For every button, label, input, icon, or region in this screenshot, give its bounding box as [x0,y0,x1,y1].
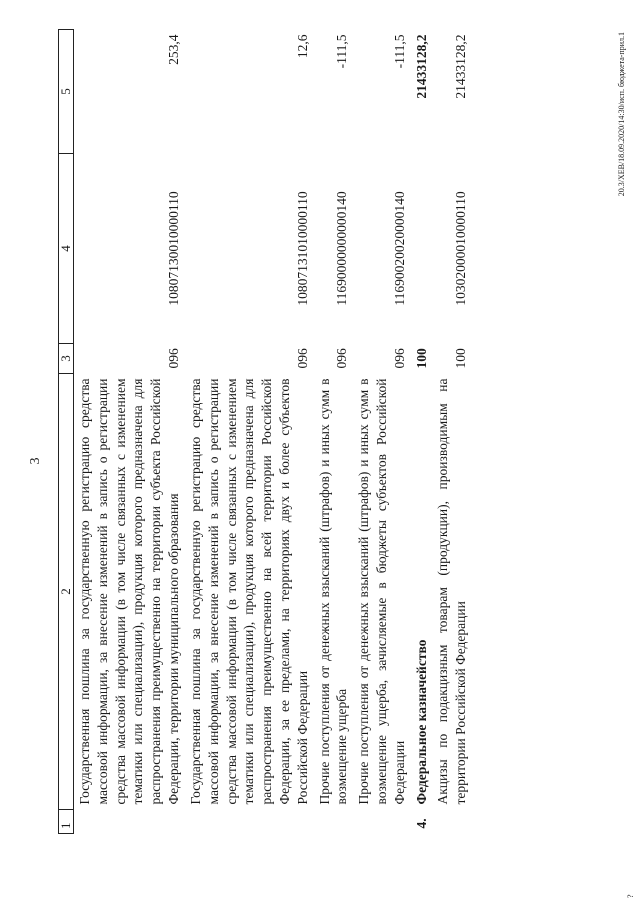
row-number [353,810,410,834]
table-row [353,30,410,834]
row-kbk: 10807131010000110 [294,191,310,306]
row-kbk: 11690020020000140 [391,191,407,306]
row-code: 096 [166,348,182,369]
row-name: Акцизы по подакцизным товарам (продукции), производимым на территории Российской Федерации [435,378,469,805]
column-header: 4 [59,154,74,344]
row-number [185,810,314,834]
row-name: Государственная пошлина за государственную регистрацию средства массовой информации, за внесение изменений в запись о регистрации средства массовой информации (в том числе связанных с изменением тематики или специализации), продукция которого предназначена для распространения преимущественно на всей территории Российской Федерации, за ее пределами, на территориях двух и более субъектов Российской Федерации [187,378,310,805]
row-name: Прочие поступления от денежных взысканий (штрафов) и иных сумм в возмещение ущерба, зачисляемые в бюджеты субъектов Российской Федерации [356,378,407,805]
row-name: Федеральное казначейство [413,639,429,805]
column-header: 3 [59,344,74,374]
row-sum: 21433128,2 [413,34,429,99]
row-number [432,810,472,834]
row-code: 100 [453,348,469,369]
footer-code: 20.3/ХЕВ/18.09.2020/14:30/исп. бюджета-прил.1 [617,32,626,197]
column-header: 1 [59,810,74,834]
row-kbk: 10807130010000110 [166,191,182,306]
table-row [74,30,185,834]
row-kbk: 11690000000000140 [334,191,350,306]
row-code: 096 [391,348,407,369]
row-sum: 253,4 [166,34,182,65]
row-number [314,810,354,834]
table-row [411,30,433,834]
row-kbk [411,154,433,344]
row-sum: -111,5 [334,34,350,69]
row-code: 100 [413,348,429,369]
table-row [185,30,314,834]
row-code: 096 [334,348,350,369]
table-row [314,30,354,834]
row-kbk: 10302000010000110 [453,191,469,306]
table-row [432,30,472,834]
column-header: 2 [59,374,74,810]
row-sum: -111,5 [391,34,407,69]
row-number [74,810,185,834]
column-header: 5 [59,30,74,154]
page-number: 3 [28,457,43,465]
budget-table [58,29,472,834]
row-code: 096 [294,348,310,369]
row-sum: 12,6 [294,34,310,59]
row-name: Прочие поступления от денежных взысканий (штрафов) и иных сумм в возмещение ущерба [316,378,350,805]
row-number: 4. [413,818,429,829]
row-name: Государственная пошлина за государственную регистрацию средства массовой информации, за внесение изменений в запись о регистрации средства массовой информации (в том числе связанных с изменением тематики или специализации), продукция которого предназначена для распространения преимущественно на территории субъекта Российской Федерации, территории муниципального образования [77,378,182,805]
row-sum: 21433128,2 [453,34,469,99]
corner-mark: ? [626,894,635,898]
table-header-row [59,30,74,834]
